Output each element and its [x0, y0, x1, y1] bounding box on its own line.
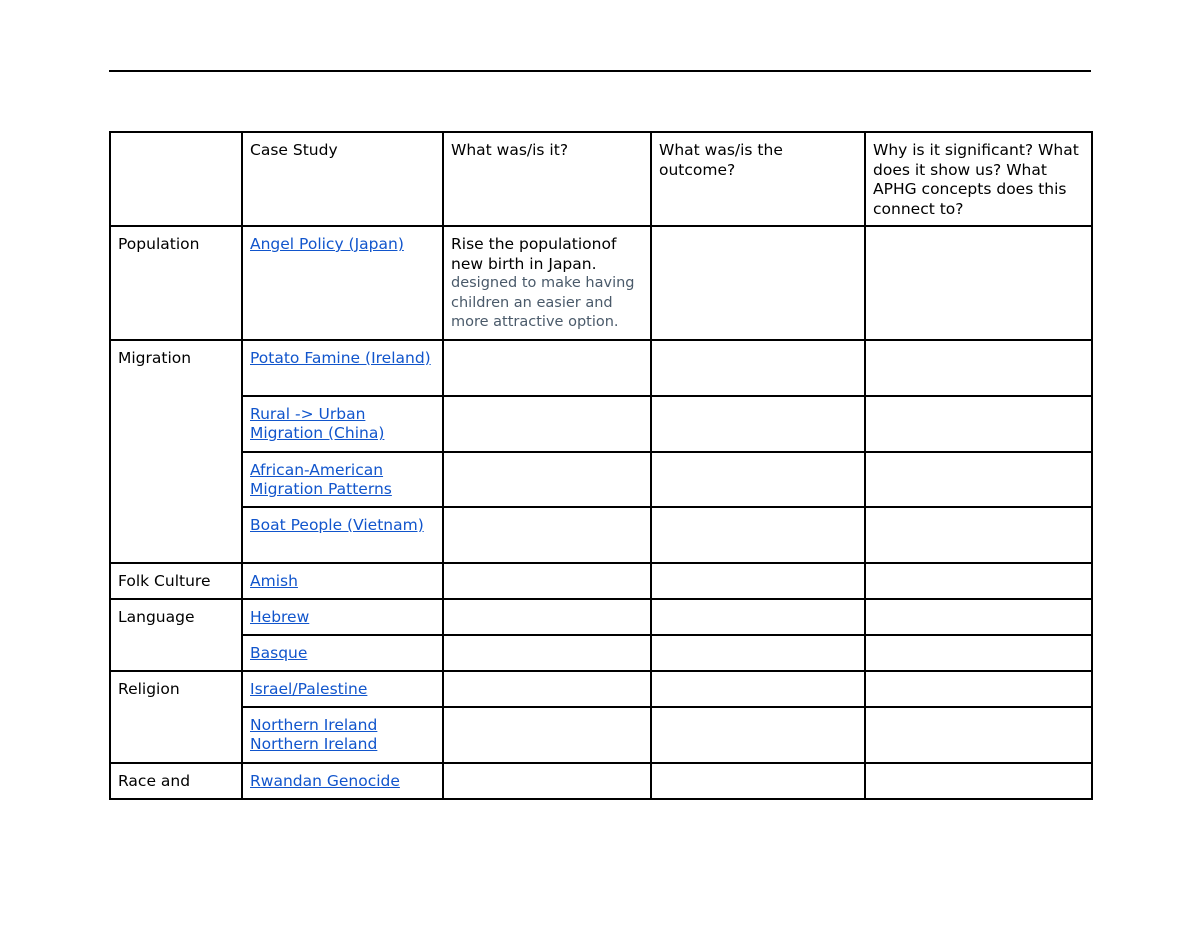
case-link-hebrew[interactable]: Hebrew: [250, 607, 310, 626]
what-was-cell[interactable]: [443, 599, 651, 635]
header-significance: Why is it significant? What does it show us? What APHG concepts does this connect to?: [865, 132, 1092, 226]
what-was-cell[interactable]: [443, 707, 651, 763]
case-study-table: [109, 131, 1093, 800]
outcome-cell[interactable]: [651, 763, 865, 799]
case-cell: [242, 599, 443, 635]
case-cell: [242, 635, 443, 671]
outcome-cell[interactable]: [651, 707, 865, 763]
case-cell: [242, 671, 443, 707]
table-row: [110, 763, 1092, 799]
what-was-cell[interactable]: [443, 507, 651, 563]
significance-cell[interactable]: [865, 635, 1092, 671]
case-link-boat-people[interactable]: Boat People (Vietnam): [250, 515, 424, 534]
what-was-cell[interactable]: [443, 452, 651, 507]
table-row: [110, 599, 1092, 635]
table-row: [110, 226, 1092, 340]
case-cell: [242, 396, 443, 452]
header-case-study: Case Study: [242, 132, 443, 226]
case-link-potato-famine[interactable]: Potato Famine (Ireland): [250, 348, 431, 367]
table-row: [110, 452, 1092, 507]
outcome-cell[interactable]: [651, 599, 865, 635]
outcome-cell[interactable]: [651, 563, 865, 599]
what-was-cell[interactable]: [443, 563, 651, 599]
case-cell: [242, 763, 443, 799]
case-link-rural-urban[interactable]: Rural -> Urban Migration (China): [250, 404, 385, 442]
what-was-cell[interactable]: [443, 671, 651, 707]
header-outcome: What was/is the outcome?: [651, 132, 865, 226]
significance-cell[interactable]: [865, 226, 1092, 340]
table-row: [110, 707, 1092, 763]
case-link-basque[interactable]: Basque: [250, 643, 308, 662]
outcome-cell[interactable]: [651, 635, 865, 671]
significance-cell[interactable]: [865, 507, 1092, 563]
significance-cell[interactable]: [865, 599, 1092, 635]
table-row: [110, 671, 1092, 707]
topic-religion: Religion: [110, 671, 242, 763]
outcome-cell[interactable]: [651, 671, 865, 707]
what-was-cell[interactable]: [443, 396, 651, 452]
table-row: [110, 507, 1092, 563]
what-was-cell[interactable]: [443, 340, 651, 396]
outcome-cell[interactable]: [651, 507, 865, 563]
significance-cell[interactable]: [865, 671, 1092, 707]
top-rule: [109, 70, 1091, 72]
header-what-was: What was/is it?: [443, 132, 651, 226]
significance-cell[interactable]: [865, 563, 1092, 599]
case-link-rwandan-genocide[interactable]: Rwandan Genocide: [250, 771, 400, 790]
significance-cell[interactable]: [865, 396, 1092, 452]
table-row: [110, 340, 1092, 396]
table-row: [110, 635, 1092, 671]
topic-folk-culture: Folk Culture: [110, 563, 242, 599]
case-cell: [242, 507, 443, 563]
outcome-cell[interactable]: [651, 340, 865, 396]
header-row: [110, 132, 1092, 226]
case-cell: [242, 452, 443, 507]
outcome-cell[interactable]: [651, 452, 865, 507]
significance-cell[interactable]: [865, 340, 1092, 396]
outcome-cell[interactable]: [651, 396, 865, 452]
header-topic-cell: [110, 132, 242, 226]
case-link-amish[interactable]: Amish: [250, 571, 298, 590]
what-was-cell: [443, 226, 651, 340]
what-was-cell[interactable]: [443, 763, 651, 799]
table-row: [110, 396, 1092, 452]
case-cell: [242, 707, 443, 763]
significance-cell[interactable]: [865, 763, 1092, 799]
case-cell: [242, 563, 443, 599]
what-was-cell[interactable]: [443, 635, 651, 671]
topic-population: Population: [110, 226, 242, 340]
topic-race: Race and: [110, 763, 242, 799]
outcome-cell[interactable]: [651, 226, 865, 340]
topic-language: Language: [110, 599, 242, 671]
what-was-note: designed to make having children an easier and more attractive option.: [451, 275, 635, 330]
case-link-angel-policy[interactable]: Angel Policy (Japan): [250, 235, 404, 253]
case-cell: [242, 226, 443, 340]
case-link-israel-palestine[interactable]: Israel/Palestine: [250, 679, 368, 698]
significance-cell[interactable]: [865, 707, 1092, 763]
topic-migration: Migration: [110, 340, 242, 563]
significance-cell[interactable]: [865, 452, 1092, 507]
what-was-text: Rise the populationof new birth in Japan.: [451, 235, 617, 273]
case-cell: [242, 340, 443, 396]
case-link-northern-ireland[interactable]: Northern Ireland Northern Ireland: [250, 715, 378, 753]
case-link-african-american[interactable]: African-American Migration Patterns: [250, 460, 392, 498]
table-row: [110, 563, 1092, 599]
